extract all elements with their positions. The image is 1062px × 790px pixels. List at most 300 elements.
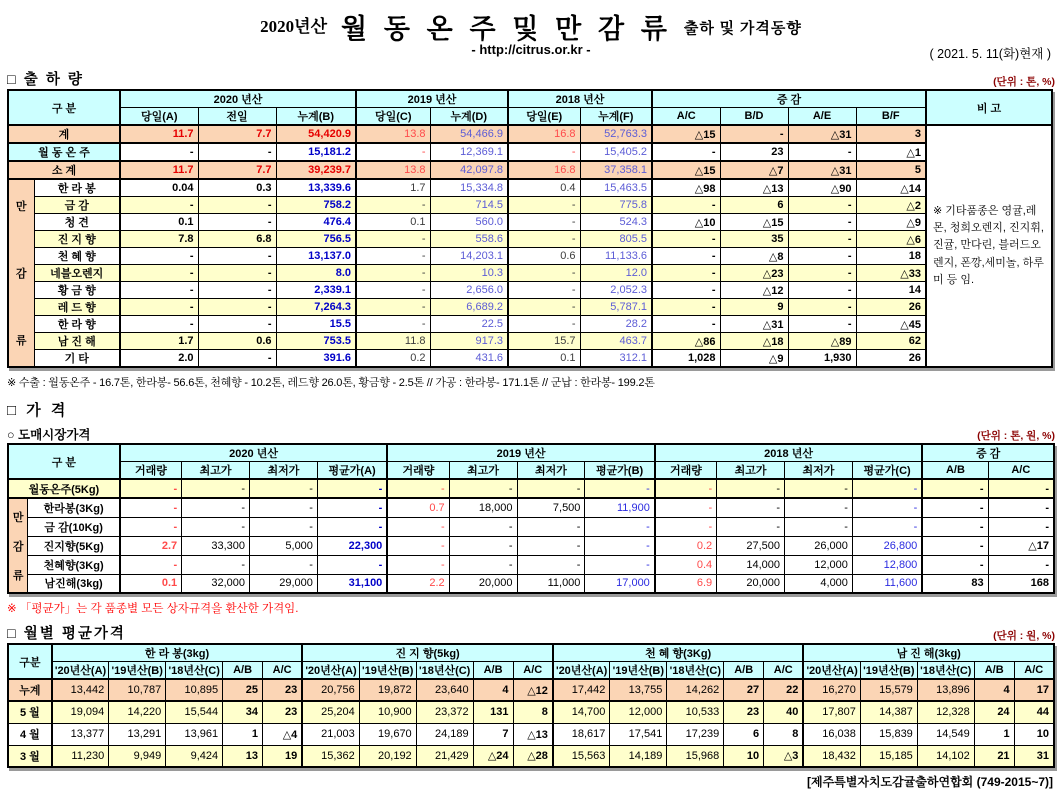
table-cell: -	[585, 479, 655, 498]
col-header: A/C	[262, 662, 302, 680]
table-cell: 7,500	[517, 498, 585, 517]
table-cell: -	[317, 479, 387, 498]
table-cell: 0.2	[655, 536, 717, 555]
table-cell: 13,291	[109, 723, 166, 745]
table-cell: -	[250, 517, 318, 536]
table-cell: △14	[856, 179, 926, 197]
table-cell: 17,239	[667, 723, 724, 745]
price-section-title: □ 가 격	[7, 402, 69, 419]
table-cell: -	[449, 555, 517, 574]
group-label-char: 만	[15, 201, 27, 213]
table-cell: 17,541	[610, 723, 667, 745]
col-group-2018: 2018 년산	[508, 90, 652, 108]
table-cell: 34	[223, 701, 263, 723]
table-cell: -	[120, 197, 198, 214]
table-cell: 15,405.2	[580, 143, 652, 161]
website-link[interactable]: - http://citrus.or.kr -	[471, 42, 591, 57]
table-cell: -	[988, 555, 1054, 574]
table-header-row	[8, 90, 1052, 108]
table-cell: △13	[720, 179, 788, 197]
table-cell: 6	[720, 197, 788, 214]
table-subheader-row	[8, 662, 1054, 680]
col-gubun: 구분	[8, 644, 52, 679]
table-cell: 12,000	[785, 555, 853, 574]
table-cell: 13	[223, 745, 263, 767]
row-label: 5 월	[8, 701, 52, 723]
monthly-price-table	[7, 643, 1055, 768]
table-row	[8, 248, 1052, 265]
table-cell: 18,000	[449, 498, 517, 517]
col-header: 최저가	[517, 462, 585, 480]
table-cell: 15,334.8	[430, 179, 508, 197]
row-label: 소 계	[8, 161, 120, 179]
table-row	[8, 214, 1052, 231]
table-cell: 32,000	[182, 574, 250, 593]
table-row	[8, 350, 1052, 368]
table-cell: 2,656.0	[430, 282, 508, 299]
table-cell: 7.7	[198, 125, 276, 143]
table-cell: -	[449, 479, 517, 498]
group-label-char: 류	[15, 335, 27, 347]
table-row	[8, 333, 1052, 350]
col-header: 거래량	[655, 462, 717, 480]
table-row	[8, 125, 1052, 143]
table-cell: -	[517, 479, 585, 498]
document-header	[7, 5, 1055, 44]
col-group-hallabong: 한 라 봉(3kg)	[52, 644, 302, 662]
table-cell: 0.6	[508, 248, 580, 265]
row-label: 청 견	[34, 214, 120, 231]
table-cell: -	[317, 498, 387, 517]
col-header: 전일	[198, 108, 276, 126]
table-cell: 0.1	[356, 214, 430, 231]
table-cell: 11.8	[356, 333, 430, 350]
col-bigo: 비 고	[926, 90, 1052, 125]
table-cell: 37,358.1	[580, 161, 652, 179]
monthly-section-title: □ 월별 평균가격	[7, 626, 126, 642]
table-cell: △7	[720, 161, 788, 179]
row-label: 남 진 해	[34, 333, 120, 350]
col-header: A/B	[974, 662, 1014, 680]
col-group-cheonhyehyang: 천 혜 향(3Kg)	[553, 644, 803, 662]
table-cell: 131	[473, 701, 513, 723]
table-cell: 18,432	[803, 745, 860, 767]
col-header: '19년산(B)	[610, 662, 667, 680]
table-cell: -	[120, 282, 198, 299]
table-cell: 24	[974, 701, 1014, 723]
table-cell: 8.0	[276, 265, 356, 282]
col-group-2020: 2020 년산	[120, 444, 388, 462]
table-cell: -	[852, 517, 922, 536]
table-cell: -	[508, 282, 580, 299]
table-cell: △33	[856, 265, 926, 282]
col-header: '19년산(B)	[359, 662, 416, 680]
table-cell: 0.1	[120, 574, 182, 593]
table-cell: -	[585, 517, 655, 536]
table-cell: -	[449, 536, 517, 555]
table-cell: -	[585, 536, 655, 555]
table-cell: 6,689.2	[430, 299, 508, 316]
table-cell: 6.9	[655, 574, 717, 593]
row-label: 금 감(10Kg)	[28, 517, 120, 536]
table-cell: 14,189	[610, 745, 667, 767]
table-cell: 14	[856, 282, 926, 299]
table-cell: -	[449, 517, 517, 536]
table-cell: -	[717, 479, 785, 498]
table-cell: 1	[974, 723, 1014, 745]
year-label: 2020년산	[260, 17, 327, 36]
table-cell: 40	[764, 701, 804, 723]
table-cell: 20,000	[449, 574, 517, 593]
table-cell: -	[182, 498, 250, 517]
col-header: A/C	[652, 108, 720, 126]
col-header: 최고가	[717, 462, 785, 480]
table-cell: -	[585, 555, 655, 574]
shipment-table	[7, 89, 1053, 368]
table-cell: 14,262	[667, 679, 724, 701]
table-cell: 15.5	[276, 316, 356, 333]
table-cell: 15,362	[302, 745, 359, 767]
row-label: 한 라 봉	[34, 179, 120, 197]
row-label: 천혜향(3Kg)	[28, 555, 120, 574]
table-cell: 917.3	[430, 333, 508, 350]
table-header-row	[8, 444, 1054, 462]
table-cell: 463.7	[580, 333, 652, 350]
table-cell: -	[922, 536, 988, 555]
table-cell: 14,387	[860, 701, 917, 723]
table-cell: △13	[513, 723, 553, 745]
shipment-unit-label: (단위 : 톤, %)	[993, 76, 1055, 88]
table-cell: -	[356, 231, 430, 248]
table-cell: 14,549	[917, 723, 974, 745]
table-cell: -	[652, 299, 720, 316]
table-cell: -	[387, 479, 449, 498]
col-group-change: 증 감	[922, 444, 1054, 462]
table-cell: △2	[856, 197, 926, 214]
col-header: A/C	[988, 462, 1054, 480]
table-cell: 12.0	[580, 265, 652, 282]
table-cell: -	[356, 143, 430, 161]
col-header: 거래량	[120, 462, 182, 480]
table-cell: 15,185	[860, 745, 917, 767]
table-cell: -	[198, 316, 276, 333]
table-cell: 12,000	[610, 701, 667, 723]
table-cell: 19,094	[52, 701, 109, 723]
table-cell: △31	[788, 161, 856, 179]
table-cell: -	[852, 498, 922, 517]
table-cell: 6	[724, 723, 764, 745]
row-label: 네블오렌지	[34, 265, 120, 282]
col-group-2019: 2019 년산	[387, 444, 655, 462]
col-gubun: 구 분	[8, 90, 120, 125]
row-group-label	[8, 498, 28, 593]
table-cell: -	[788, 265, 856, 282]
page-subtitle: 출하 및 가격동향	[683, 21, 802, 37]
table-cell: 805.5	[580, 231, 652, 248]
monthly-table-header	[8, 644, 1054, 679]
table-cell: 13,137.0	[276, 248, 356, 265]
shipment-section-head	[7, 68, 1055, 89]
col-header: '18년산(C)	[667, 662, 724, 680]
row-label: 계	[8, 125, 120, 143]
table-cell: 15,968	[667, 745, 724, 767]
table-cell: 14,203.1	[430, 248, 508, 265]
table-cell: -	[788, 214, 856, 231]
table-cell: -	[508, 214, 580, 231]
table-row	[8, 701, 1054, 723]
col-header: '18년산(C)	[166, 662, 223, 680]
table-cell: 20,000	[717, 574, 785, 593]
table-cell: -	[988, 517, 1054, 536]
table-cell: 5,000	[250, 536, 318, 555]
col-header: '18년산(C)	[416, 662, 473, 680]
table-cell: 19,670	[359, 723, 416, 745]
table-cell: △15	[720, 214, 788, 231]
table-row	[8, 536, 1054, 555]
col-header: B/F	[856, 108, 926, 126]
table-cell: -	[198, 197, 276, 214]
table-row	[8, 161, 1052, 179]
monthly-table-body	[8, 679, 1054, 767]
table-cell: 7,264.3	[276, 299, 356, 316]
table-cell: 11.7	[120, 161, 198, 179]
table-cell: -	[508, 197, 580, 214]
table-cell: 17	[1014, 679, 1054, 701]
table-cell: 22,300	[317, 536, 387, 555]
table-cell: 8	[513, 701, 553, 723]
row-label: 진지향(5Kg)	[28, 536, 120, 555]
table-cell: △90	[788, 179, 856, 197]
table-cell: 524.3	[580, 214, 652, 231]
table-cell: 0.1	[508, 350, 580, 368]
table-cell: 1.7	[356, 179, 430, 197]
table-cell: -	[250, 498, 318, 517]
table-row	[8, 574, 1054, 593]
table-cell: △12	[720, 282, 788, 299]
table-row	[8, 555, 1054, 574]
table-cell: 26,000	[785, 536, 853, 555]
table-cell: -	[517, 517, 585, 536]
table-cell: 54,420.9	[276, 125, 356, 143]
group-label-char: 감	[12, 540, 24, 553]
table-cell: △9	[720, 350, 788, 368]
table-cell: 2.7	[120, 536, 182, 555]
table-subheader-row	[8, 108, 1052, 126]
table-cell: -	[988, 479, 1054, 498]
table-cell: 21	[974, 745, 1014, 767]
table-cell: -	[120, 498, 182, 517]
table-cell: 23	[262, 679, 302, 701]
table-cell: 44	[1014, 701, 1054, 723]
row-group-label	[8, 179, 34, 367]
table-cell: 13,961	[166, 723, 223, 745]
table-cell: 22.5	[430, 316, 508, 333]
shipment-table-header	[8, 90, 1052, 125]
table-cell: -	[387, 536, 449, 555]
table-cell: 20,756	[302, 679, 359, 701]
table-cell: -	[356, 197, 430, 214]
table-cell: 11.7	[120, 125, 198, 143]
table-cell: 18	[856, 248, 926, 265]
table-cell: -	[120, 265, 198, 282]
col-header: 누계(F)	[580, 108, 652, 126]
col-header: 평균가(B)	[585, 462, 655, 480]
table-cell: -	[120, 248, 198, 265]
table-cell: -	[788, 143, 856, 161]
table-cell: 13.8	[356, 125, 430, 143]
table-cell: △23	[720, 265, 788, 282]
wholesale-price-table	[7, 443, 1055, 594]
table-row	[8, 231, 1052, 248]
col-header: A/B	[473, 662, 513, 680]
table-subheader-row	[8, 462, 1054, 480]
table-cell: -	[922, 555, 988, 574]
table-cell: 4	[473, 679, 513, 701]
table-cell: 5	[856, 161, 926, 179]
table-cell: 24,189	[416, 723, 473, 745]
table-cell: 7	[473, 723, 513, 745]
table-cell: -	[250, 479, 318, 498]
wholesale-head	[7, 422, 1055, 443]
table-cell: 0.2	[356, 350, 430, 368]
table-cell: △24	[473, 745, 513, 767]
table-cell: -	[182, 555, 250, 574]
table-cell: 4	[974, 679, 1014, 701]
table-cell: 0.04	[120, 179, 198, 197]
col-header: 최고가	[182, 462, 250, 480]
table-row	[8, 723, 1054, 745]
col-header: 최저가	[785, 462, 853, 480]
table-cell: -	[922, 517, 988, 536]
table-cell: 35	[720, 231, 788, 248]
table-cell: △28	[513, 745, 553, 767]
table-cell: -	[717, 498, 785, 517]
table-cell: 12,328	[917, 701, 974, 723]
table-cell: 4,000	[785, 574, 853, 593]
table-cell: 21,003	[302, 723, 359, 745]
table-cell: 12,369.1	[430, 143, 508, 161]
col-header: 최고가	[449, 462, 517, 480]
col-header: 최저가	[250, 462, 318, 480]
table-cell: △45	[856, 316, 926, 333]
table-cell: △8	[720, 248, 788, 265]
row-label: 진 지 향	[34, 231, 120, 248]
table-cell: 6.8	[198, 231, 276, 248]
group-label-char: 만	[12, 511, 24, 524]
avg-price-footnote: ※ 「평균가」는 각 품종별 모든 상자규격을 환산한 가격임.	[7, 603, 299, 615]
table-cell: 10,787	[109, 679, 166, 701]
table-cell: 13,339.6	[276, 179, 356, 197]
col-header: 누계(D)	[430, 108, 508, 126]
table-cell: -	[785, 479, 853, 498]
table-cell: 23	[720, 143, 788, 161]
table-cell: 14,000	[717, 555, 785, 574]
table-cell: 23	[262, 701, 302, 723]
row-label: 황 금 향	[34, 282, 120, 299]
table-cell: -	[922, 498, 988, 517]
table-cell: △4	[262, 723, 302, 745]
price-table-body	[8, 479, 1054, 593]
table-row	[8, 143, 1052, 161]
table-cell: 1	[223, 723, 263, 745]
table-cell: 14,220	[109, 701, 166, 723]
table-cell: 391.6	[276, 350, 356, 368]
table-cell: 11,133.6	[580, 248, 652, 265]
remark-note: ※ 기타품종은 영귤,레몬, 청희오렌지, 진지휘, 진귤, 만다린, 블러드오렌지, 폰깡,세미놀, 하루미 등 임.	[926, 125, 1052, 367]
table-cell: -	[356, 316, 430, 333]
table-cell: 19,872	[359, 679, 416, 701]
table-cell: 558.6	[430, 231, 508, 248]
table-cell: 39,239.7	[276, 161, 356, 179]
table-cell: -	[652, 197, 720, 214]
table-cell: 10,533	[667, 701, 724, 723]
table-cell: 17,442	[553, 679, 610, 701]
table-cell: 10,895	[166, 679, 223, 701]
table-cell: 16,270	[803, 679, 860, 701]
table-cell: 12,800	[852, 555, 922, 574]
table-cell: 9	[720, 299, 788, 316]
table-cell: 11,600	[852, 574, 922, 593]
table-cell: -	[652, 265, 720, 282]
col-group-change: 증 감	[652, 90, 926, 108]
table-cell: -	[317, 555, 387, 574]
wholesale-subtitle: ○ 도매시장가격	[7, 428, 91, 442]
col-group-jinjihyang: 진 지 향(5kg)	[302, 644, 553, 662]
row-label: 남진해(3kg)	[28, 574, 120, 593]
table-cell: 0.4	[508, 179, 580, 197]
shipment-table-body	[8, 125, 1052, 367]
table-cell: 756.5	[276, 231, 356, 248]
table-cell: -	[788, 282, 856, 299]
table-cell: -	[652, 231, 720, 248]
table-cell: -	[356, 265, 430, 282]
col-group-2018: 2018 년산	[655, 444, 923, 462]
table-cell: 7.8	[120, 231, 198, 248]
table-row	[8, 282, 1052, 299]
report-date: ( 2021. 5. 11(화)현재 )	[929, 47, 1051, 61]
table-row	[8, 179, 1052, 197]
table-cell: 26,800	[852, 536, 922, 555]
table-cell: -	[120, 316, 198, 333]
col-header: 당일(E)	[508, 108, 580, 126]
table-cell: 83	[922, 574, 988, 593]
table-cell: 10	[724, 745, 764, 767]
table-cell: 17,000	[585, 574, 655, 593]
table-cell: 2,339.1	[276, 282, 356, 299]
shipment-section-title: □ 출 하 량	[7, 72, 84, 88]
table-cell: -	[508, 299, 580, 316]
table-row	[8, 316, 1052, 333]
row-label: 월동온주(5Kg)	[8, 479, 120, 498]
table-cell: 0.3	[198, 179, 276, 197]
table-cell: 15,463.5	[580, 179, 652, 197]
table-cell: -	[198, 265, 276, 282]
col-header: A/B	[922, 462, 988, 480]
table-cell: 11,900	[585, 498, 655, 517]
table-cell: 23	[724, 701, 764, 723]
table-cell: 15,563	[553, 745, 610, 767]
table-cell: 13,755	[610, 679, 667, 701]
table-cell: 16.8	[508, 125, 580, 143]
table-cell: 13,442	[52, 679, 109, 701]
table-cell: △10	[652, 214, 720, 231]
organization-footer: [제주특별자치도감귤출하연합회 (749-2015~7)]	[806, 775, 1053, 789]
table-cell: -	[788, 316, 856, 333]
table-cell: 13,896	[917, 679, 974, 701]
table-cell: 62	[856, 333, 926, 350]
row-label: 한라봉(3Kg)	[28, 498, 120, 517]
col-header: '20년산(A)	[553, 662, 610, 680]
